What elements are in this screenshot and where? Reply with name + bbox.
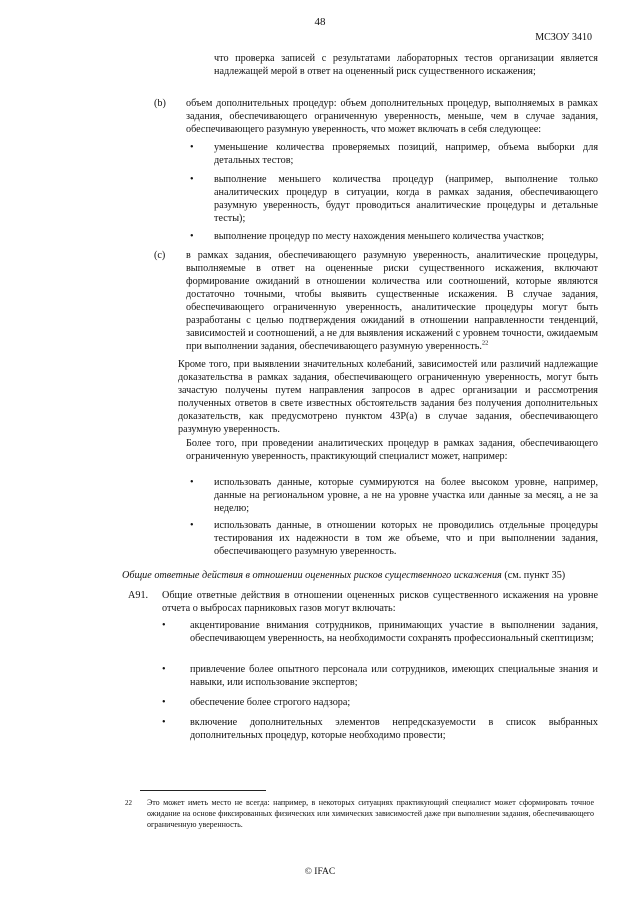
item-b-bullet-1: уменьшение количества проверяемых позиций, например, объема выборки для детальных тестов; xyxy=(214,142,598,166)
footnote-text: Это может иметь место не всегда: например, в некоторых ситуациях практикующий специалист может сформировать точное ожидание на основе фиксированных физических или химических зависимостей даже при выполнении задания, обеспечивающего ограниченную уверенность. xyxy=(147,798,594,829)
footnote-reference: 22 xyxy=(481,339,489,347)
bullet-marker: • xyxy=(162,697,166,708)
footnote-number: 22 xyxy=(125,799,132,807)
further-paragraph: Более того, при проведении аналитических процедур в рамках задания, обеспечивающего ограниченную уверенность, практикующий специалист может, например: xyxy=(186,438,598,462)
bullet-marker: • xyxy=(190,520,194,531)
item-marker-b: (b) xyxy=(154,98,166,109)
continuation-paragraph: что проверка записей с результатами лабораторных тестов организации является надлежащей мерой в ответ на оцененный риск существенного искажения; xyxy=(214,53,598,77)
item-b-bullet-3: выполнение процедур по месту нахождения меньшего количества участков; xyxy=(214,231,545,242)
item-c-text: в рамках задания, обеспечивающего разумную уверенность, аналитические процедуры, выполняемые в ответ на оцененные риски существенного искажения, включают формирование ожиданий в отношении количества или соотношений, которые являются достаточно точными, чтобы выявить существенные искажения. В случае задания, обеспечивающего ограниченную уверенность, аналитические процедуры могут быть разработаны с целью подтверждения ожиданий в отношении направленности тенденций, зависимостей и соотношений, а не для выявления искажений с уровнем точности, ожидаемым при выполнении задания, обеспечивающего разумную уверенность. xyxy=(186,250,598,352)
bullet-marker: • xyxy=(162,620,166,631)
copyright-footer: © IFAC xyxy=(304,867,336,877)
footnote-separator xyxy=(140,790,266,791)
item-b-text: объем дополнительных процедур: объем дополнительных процедур, выполняемых в рамках задания, обеспечивающего ограниченную уверенность, меньше, чем в случае задания, обеспечивающего разумную уверенность, что может включать в себя следующее: xyxy=(186,98,598,135)
section-heading-title: Общие ответные действия в отношении оцененных рисков существенного искажения xyxy=(122,570,502,581)
bullet-marker: • xyxy=(162,717,166,728)
item-marker-c: (c) xyxy=(154,250,166,261)
bullet-marker: • xyxy=(190,477,194,488)
paragraph-marker-a91: A91. xyxy=(128,590,149,601)
page-number: 48 xyxy=(314,16,326,28)
moreover-paragraph: Кроме того, при выявлении значительных колебаний, зависимостей или различий надлежащие доказательства в рамках задания, обеспечивающего ограниченную уверенность, могут быть зачастую получены путем направления запросов в адрес организации и рассмотрения полученных ответов в свете известных обстоятельств задания без получения дополнительных доказательств, как предусмотрено пунктом 43Р(а) в случае задания, обеспечивающего разумную уверенность. xyxy=(178,359,598,435)
a91-bullet-1: акцентирование внимания сотрудников, принимающих участие в выполнении задания, обеспечивающем уверенность, на необходимости сохранять профессиональный скептицизм; xyxy=(190,620,598,644)
a91-bullet-4: включение дополнительных элементов непредсказуемости в список выбранных дополнительных процедур, которые необходимо провести; xyxy=(190,717,598,741)
bullet-marker: • xyxy=(190,174,194,185)
bullet-marker: • xyxy=(190,231,194,242)
item-c-paragraph xyxy=(186,249,598,353)
section-heading xyxy=(122,569,602,582)
further-bullet-1: использовать данные, которые суммируются на более высоком уровне, например, данные на региональном уровне, а не на уровне участка или данные за месяц, а не за неделю; xyxy=(214,477,598,514)
bullet-marker: • xyxy=(190,142,194,153)
document-code: МСЗОУ 3410 xyxy=(535,32,592,43)
a91-bullet-2: привлечение более опытного персонала или сотрудников, имеющих специальные знания и навыки, или использование экспертов; xyxy=(190,664,598,688)
a91-text: Общие ответные действия в отношении оцененных рисков существенного искажения на уровне отчета о выбросах парниковых газов могут включать: xyxy=(162,590,598,614)
a91-bullet-3: обеспечение более строгого надзора; xyxy=(190,697,351,708)
section-heading-ref: (см. пункт 35) xyxy=(501,570,566,581)
bullet-marker: • xyxy=(162,664,166,675)
item-b-bullet-2: выполнение меньшего количества процедур (например, выполнение только аналитических процедур в ситуации, когда в рамках задания, обеспечивающего разумную уверенность, будут проводиться аналитические процедуры и детальные тесты); xyxy=(214,174,598,224)
further-bullet-2: использовать данные, в отношении которых не проводились отдельные процедуры тестирования их надежности в том же объеме, что и при выполнении задания, обеспечивающего разумную уверенность. xyxy=(214,520,598,557)
